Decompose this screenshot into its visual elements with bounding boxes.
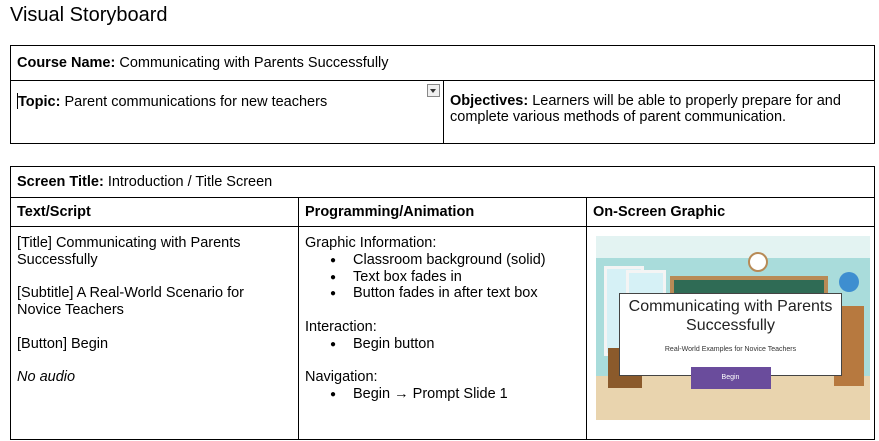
script-audio: No audio [17,369,76,386]
title-text-box [619,293,842,381]
topic-cell[interactable] [11,81,444,144]
topic-label: Topic: [18,94,61,110]
cell-dropdown-icon[interactable] [427,84,440,97]
card-title: Communicating with Parents Successfully [628,298,833,334]
topic-value: Parent communications for new teachers [64,94,328,110]
screen-title-cell[interactable] [11,167,875,198]
course-name-value: Communicating with Parents Successfully [119,55,389,71]
title-screen-thumbnail[interactable] [596,236,870,420]
graphic-info-item: ● Text box fades in [305,269,580,286]
screen-title-value: Introduction / Title Screen [107,174,273,190]
graphic-cell[interactable] [587,227,875,440]
document-title: Visual Storyboard [10,4,168,26]
navigation-item: ● Begin → Prompt Slide 1 [305,386,580,403]
objectives-value: Learners will be able to properly prepare for and complete various methods of parent communication. [450,93,841,125]
interaction-heading: Interaction: [305,318,377,335]
column-header-programming[interactable]: Programming/Animation [299,198,587,227]
script-cell[interactable] [11,227,299,440]
clock-icon [748,252,768,272]
graphic-info-item: ● Button fades in after text box [305,285,580,302]
interaction-item: ● Begin button [305,336,580,353]
screen-storyboard-table [10,166,875,440]
graphic-info-item: ● Classroom background (solid) [305,252,580,269]
course-name-cell[interactable] [11,46,875,81]
objectives-label: Objectives: [450,93,529,109]
card-subtitle: Real-World Examples for Novice Teachers [664,346,797,353]
begin-button[interactable]: Begin [691,367,771,389]
programming-cell[interactable] [299,227,587,440]
script-button: [Button] Begin [17,335,109,352]
graphic-info-heading: Graphic Information: [305,235,437,251]
course-name-label: Course Name: [17,55,116,71]
globe-icon [839,272,859,292]
column-header-graphic[interactable]: On-Screen Graphic [587,198,875,227]
course-info-table [10,45,875,144]
screen-title-label: Screen Title: [17,174,104,190]
script-subtitle: [Subtitle] A Real-World Scenario for Novice Teachers [17,285,245,319]
objectives-cell[interactable] [444,81,875,144]
column-header-script[interactable]: Text/Script [11,198,299,227]
navigation-heading: Navigation: [305,369,378,386]
script-title: [Title] Communicating with Parents Successfully [17,235,241,268]
ceiling [596,236,870,258]
